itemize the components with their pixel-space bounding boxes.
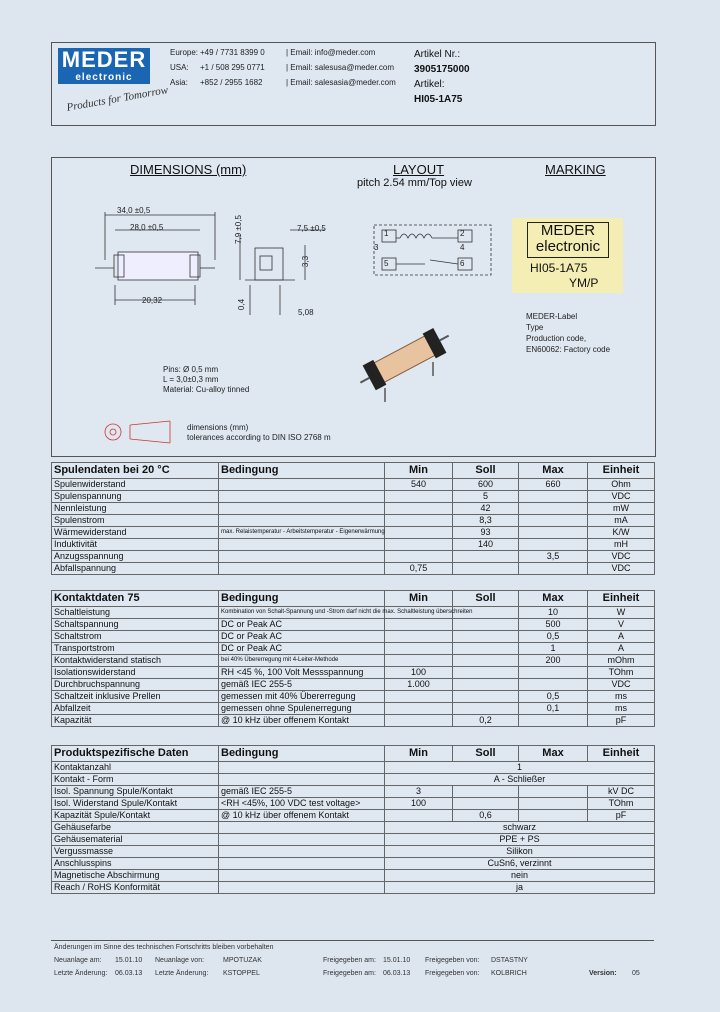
- cell-nominal: 5: [453, 491, 519, 503]
- cell-min: [385, 551, 453, 563]
- cell-condition: [219, 515, 385, 527]
- relay-image: [355, 318, 455, 403]
- artikel: HI05-1A75: [414, 94, 463, 105]
- cell-min: [385, 703, 453, 715]
- table-row: [52, 679, 655, 691]
- layout-pin-4: 4: [460, 243, 465, 252]
- table-row: [52, 503, 655, 515]
- cell-condition: [219, 870, 385, 882]
- table-row: [52, 563, 655, 575]
- cell-min: [385, 539, 453, 551]
- table-row: [52, 810, 655, 822]
- cell-nominal: [453, 679, 519, 691]
- cell-nominal: 93: [453, 527, 519, 539]
- dim-height: 7,9 ±0,5: [233, 215, 243, 244]
- marking-type: HI05-1A75: [530, 261, 588, 275]
- cell-unit: A: [588, 643, 655, 655]
- contact-phones: +49 / 7731 8399 0 +1 / 508 295 0771 +852 / 2955 1682: [200, 48, 265, 87]
- cell-nominal: [453, 619, 519, 631]
- cell-condition: @ 10 kHz über offenem Kontakt: [219, 810, 385, 822]
- table-row: [52, 691, 655, 703]
- cell-condition: DC or Peak AC: [219, 619, 385, 631]
- marking-label: [512, 218, 623, 293]
- pin-info: Pins: Ø 0,5 mm L = 3,0±0,3 mm Material: Cu-alloy tinned: [163, 365, 250, 394]
- cell-condition: [219, 846, 385, 858]
- table-row: [52, 539, 655, 551]
- table-row: [52, 551, 655, 563]
- footer-approved-date: 15.01.10: [383, 957, 411, 964]
- cell-condition: [219, 551, 385, 563]
- cell-min: 3: [385, 786, 453, 798]
- cell-min: [385, 515, 453, 527]
- table-header: Kontaktdaten 75 Bedingung Min Soll Max Einheit: [52, 591, 655, 607]
- cell-param: Kontaktanzahl: [52, 762, 219, 774]
- cell-unit: mA: [588, 515, 655, 527]
- cell-unit: TOhm: [588, 667, 655, 679]
- cell-param: Spulenspannung: [52, 491, 219, 503]
- cell-condition: DC or Peak AC: [219, 643, 385, 655]
- cell-max: [519, 810, 588, 822]
- cell-value: nein: [385, 870, 655, 882]
- footer-approved2-by-label: Freigegeben von:: [425, 970, 480, 977]
- cell-param: Induktivität: [52, 539, 219, 551]
- table-row: [52, 667, 655, 679]
- footer-changed-by-label: Letzte Änderung:: [155, 970, 209, 977]
- cell-param: Isolationswiderstand: [52, 667, 219, 679]
- cell-max: 500: [519, 619, 588, 631]
- cell-condition: [219, 774, 385, 786]
- footer-approved-by-label: Freigegeben von:: [425, 957, 480, 964]
- footer-approved-label: Freigegeben am:: [323, 957, 376, 964]
- cell-nominal: 140: [453, 539, 519, 551]
- tagline: Products for Tomorrow: [65, 84, 169, 114]
- cell-nominal: [453, 631, 519, 643]
- cell-condition: [219, 491, 385, 503]
- cell-param: Gehäusefarbe: [52, 822, 219, 834]
- footer-changed-by: KSTOPPEL: [223, 970, 260, 977]
- cell-param: Anschlusspins: [52, 858, 219, 870]
- cell-min: 1.000: [385, 679, 453, 691]
- cell-max: 200: [519, 655, 588, 667]
- cell-condition: gemäß IEC 255-5: [219, 786, 385, 798]
- cell-condition: [219, 479, 385, 491]
- cell-param: Kontaktwiderstand statisch: [52, 655, 219, 667]
- cell-min: [385, 619, 453, 631]
- footer-version: 05: [632, 970, 640, 977]
- cell-unit: ms: [588, 691, 655, 703]
- footer-created-label: Neuanlage am:: [54, 957, 102, 964]
- cell-value: schwarz: [385, 822, 655, 834]
- cell-unit: mH: [588, 539, 655, 551]
- cell-value: Silikon: [385, 846, 655, 858]
- layout-pin-5: 5: [384, 259, 389, 268]
- cell-nominal: [453, 798, 519, 810]
- cell-unit: VDC: [588, 551, 655, 563]
- marking-legend: MEDER-Label Type Production code, EN60062: Factory code: [526, 312, 611, 354]
- cell-max: 0,5: [519, 631, 588, 643]
- cell-nominal: [453, 691, 519, 703]
- cell-min: 100: [385, 798, 453, 810]
- cell-min: [385, 503, 453, 515]
- dim-width: 7,5 ±0,5: [297, 224, 326, 233]
- artikel-nr: 3905175000: [414, 64, 470, 75]
- cell-nominal: [453, 655, 519, 667]
- cell-unit: W: [588, 607, 655, 619]
- contact-emails: [286, 45, 396, 90]
- layout-title: LAYOUT: [393, 162, 445, 177]
- cell-unit: A: [588, 631, 655, 643]
- table-row: [52, 834, 655, 846]
- footer-approved2-by: KOLBRICH: [491, 970, 527, 977]
- cell-min: [385, 643, 453, 655]
- logo-main: MEDER: [61, 47, 147, 72]
- cell-param: Kapazität: [52, 715, 219, 727]
- cell-param: Magnetische Abschirmung: [52, 870, 219, 882]
- table-row: [52, 479, 655, 491]
- table-row: [52, 858, 655, 870]
- cell-param: Wärmewiderstand: [52, 527, 219, 539]
- cell-unit: kV DC: [588, 786, 655, 798]
- table-header: Spulendaten bei 20 °C Bedingung Min Soll Max Einheit: [52, 463, 655, 479]
- cell-value: PPE + PS: [385, 834, 655, 846]
- cell-param: Spulenstrom: [52, 515, 219, 527]
- footer-created-date: 15.01.10: [115, 957, 143, 964]
- footer-approved-by: DSTASTNY: [491, 957, 528, 964]
- layout-subtitle: pitch 2.54 mm/Top view: [357, 177, 472, 189]
- cell-param: Schaltzeit inklusive Prellen: [52, 691, 219, 703]
- cell-nominal: [453, 563, 519, 575]
- cell-unit: VDC: [588, 679, 655, 691]
- table-row: [52, 822, 655, 834]
- cell-param: Schaltleistung: [52, 607, 219, 619]
- cell-unit: mW: [588, 503, 655, 515]
- cell-param: Schaltstrom: [52, 631, 219, 643]
- cell-min: 0,75: [385, 563, 453, 575]
- table-row: [52, 846, 655, 858]
- cell-min: [385, 691, 453, 703]
- table-row: [52, 870, 655, 882]
- cell-max: [519, 798, 588, 810]
- cell-param: Spulenwiderstand: [52, 479, 219, 491]
- cell-condition: [219, 822, 385, 834]
- email-link[interactable]: | Email: salesasia@meder.com: [286, 78, 396, 87]
- table-row: [52, 715, 655, 727]
- product-data-table: [51, 745, 655, 894]
- cell-unit: V: [588, 619, 655, 631]
- cell-condition: <RH <45%, 100 VDC test voltage>: [219, 798, 385, 810]
- dim-pin: 0,4: [237, 298, 247, 311]
- cell-condition: [219, 762, 385, 774]
- cell-value: A - Schließer: [385, 774, 655, 786]
- cell-min: [385, 810, 453, 822]
- cell-param: Kapazität Spule/Kontakt: [52, 810, 219, 822]
- layout-pin-6: 6: [460, 259, 465, 268]
- layout-pin-2: 2: [460, 229, 465, 238]
- meder-logo: [58, 48, 150, 84]
- dim-pitch: 20,32: [142, 296, 163, 305]
- dim-body: 28,0 ±0,5: [130, 223, 164, 232]
- cell-max: 660: [519, 479, 588, 491]
- cell-max: [519, 679, 588, 691]
- cell-unit: ms: [588, 703, 655, 715]
- cell-condition: [219, 858, 385, 870]
- cell-param: Isol. Spannung Spule/Kontakt: [52, 786, 219, 798]
- cell-min: [385, 655, 453, 667]
- cell-nominal: 8,3: [453, 515, 519, 527]
- cell-param: Schaltspannung: [52, 619, 219, 631]
- marking-title: MARKING: [545, 162, 606, 177]
- dimensions-title: DIMENSIONS (mm): [130, 162, 247, 177]
- cell-unit: K/W: [588, 527, 655, 539]
- projection-symbol: [95, 417, 180, 447]
- table-row: [52, 643, 655, 655]
- footer-approved2-date: 06.03.13: [383, 970, 411, 977]
- logo-sub: electronic: [75, 72, 133, 83]
- cell-min: [385, 631, 453, 643]
- cell-unit: VDC: [588, 563, 655, 575]
- cell-value: 1: [385, 762, 655, 774]
- contact-regions: Europe: USA: Asia:: [170, 48, 199, 87]
- footer-changed-date: 06.03.13: [115, 970, 143, 977]
- cell-nominal: [453, 786, 519, 798]
- cell-condition: max. Relaistemperatur - Arbeitstemperatur - Eigenerwärmung: [219, 527, 385, 539]
- cell-condition: Kombination von Schalt-Spannung und -Strom darf nicht die max. Schaltleistung überschreiten: [219, 607, 385, 619]
- cell-unit: Ohm: [588, 479, 655, 491]
- footer-created-by: MPOTUZAK: [223, 957, 262, 964]
- cell-nominal: [453, 551, 519, 563]
- cell-max: [519, 503, 588, 515]
- marking-code: YM/P: [569, 276, 599, 290]
- cell-param: Abfallspannung: [52, 563, 219, 575]
- artikel-label: Artikel:: [414, 79, 445, 90]
- table-row: [52, 703, 655, 715]
- contact-data-table: [51, 590, 655, 727]
- cell-condition: gemessen ohne Spulenerregung: [219, 703, 385, 715]
- table-row: [52, 774, 655, 786]
- article-block: [414, 47, 470, 107]
- cell-condition: [219, 503, 385, 515]
- marking-logo-box: MEDER electronic: [527, 222, 609, 258]
- email-link[interactable]: | Email: salesusa@meder.com: [286, 63, 395, 72]
- footer-approved2-label: Freigegeben am:: [323, 970, 376, 977]
- cell-condition: [219, 563, 385, 575]
- cell-param: Kontakt - Form: [52, 774, 219, 786]
- cell-max: [519, 786, 588, 798]
- table-row: [52, 527, 655, 539]
- cell-max: 0,1: [519, 703, 588, 715]
- cell-param: Isol. Widerstand Spule/Kontakt: [52, 798, 219, 810]
- cell-param: Anzugsspannung: [52, 551, 219, 563]
- table-row: [52, 786, 655, 798]
- dim-standoff: 3,3: [301, 255, 311, 268]
- cell-max: [519, 667, 588, 679]
- layout-pin-3: 3: [374, 243, 379, 252]
- cell-nominal: [453, 703, 519, 715]
- cell-value: CuSn6, verzinnt: [385, 858, 655, 870]
- cell-condition: [219, 539, 385, 551]
- cell-param: Nennleistung: [52, 503, 219, 515]
- table-header: Produktspezifische Daten Bedingung Min Soll Max Einheit: [52, 746, 655, 762]
- cell-nominal: 600: [453, 479, 519, 491]
- table-row: [52, 798, 655, 810]
- table-row: [52, 515, 655, 527]
- cell-condition: @ 10 kHz über offenem Kontakt: [219, 715, 385, 727]
- footer: [51, 940, 654, 941]
- layout-pin-1: 1: [384, 229, 389, 238]
- cell-param: Reach / RoHS Konformität: [52, 882, 219, 894]
- cell-value: ja: [385, 882, 655, 894]
- table-row: [52, 631, 655, 643]
- coil-data-table: [51, 462, 655, 575]
- table-row: [52, 619, 655, 631]
- table-row: [52, 655, 655, 667]
- cell-max: [519, 563, 588, 575]
- footer-notice: Änderungen im Sinne des technischen Fortschritts bleiben vorbehalten: [54, 944, 274, 951]
- table-row: [52, 607, 655, 619]
- cell-condition: bei 40% Übererregung mit 4-Leiter-Methode: [219, 655, 385, 667]
- cell-unit: mOhm: [588, 655, 655, 667]
- cell-min: [385, 527, 453, 539]
- cell-unit: TOhm: [588, 798, 655, 810]
- cell-max: 1: [519, 643, 588, 655]
- cell-param: Gehäusematerial: [52, 834, 219, 846]
- cell-nominal: 0,2: [453, 715, 519, 727]
- cell-min: [385, 491, 453, 503]
- table-row: [52, 491, 655, 503]
- cell-nominal: 42: [453, 503, 519, 515]
- cell-unit: VDC: [588, 491, 655, 503]
- cell-max: 10: [519, 607, 588, 619]
- cell-min: [385, 715, 453, 727]
- cell-param: Durchbruchspannung: [52, 679, 219, 691]
- cell-min: 100: [385, 667, 453, 679]
- footer-created-by-label: Neuanlage von:: [155, 957, 205, 964]
- layout-schematic: [370, 220, 495, 280]
- cell-max: [519, 539, 588, 551]
- cell-max: [519, 527, 588, 539]
- header-box: [51, 42, 656, 126]
- cell-unit: pF: [588, 810, 655, 822]
- cell-max: [519, 491, 588, 503]
- tolerance-note: dimensions (mm) tolerances according to DIN ISO 2768 m: [187, 423, 331, 442]
- cell-max: 0,5: [519, 691, 588, 703]
- cell-nominal: 0,6: [453, 810, 519, 822]
- cell-max: 3,5: [519, 551, 588, 563]
- cell-param: Abfallzeit: [52, 703, 219, 715]
- dim-pinpitch: 5,08: [298, 308, 314, 317]
- table-row: [52, 882, 655, 894]
- email-link[interactable]: | Email: info@meder.com: [286, 48, 376, 57]
- cell-param: Vergussmasse: [52, 846, 219, 858]
- cell-max: [519, 515, 588, 527]
- cell-condition: [219, 882, 385, 894]
- cell-nominal: [453, 667, 519, 679]
- table-row: [52, 762, 655, 774]
- cell-condition: gemäß IEC 255-5: [219, 679, 385, 691]
- cell-nominal: [453, 643, 519, 655]
- cell-condition: [219, 834, 385, 846]
- cell-max: [519, 715, 588, 727]
- cell-min: 540: [385, 479, 453, 491]
- cell-param: Transportstrom: [52, 643, 219, 655]
- artikel-nr-label: Artikel Nr.:: [414, 49, 461, 60]
- cell-unit: pF: [588, 715, 655, 727]
- cell-condition: RH <45 %, 100 Volt Messspannung: [219, 667, 385, 679]
- footer-version-label: Version:: [589, 970, 617, 977]
- dim-length: 34,0 ±0,5: [117, 206, 151, 215]
- footer-changed-label: Letzte Änderung:: [54, 970, 108, 977]
- cell-condition: DC or Peak AC: [219, 631, 385, 643]
- cell-condition: gemessen mit 40% Übererregung: [219, 691, 385, 703]
